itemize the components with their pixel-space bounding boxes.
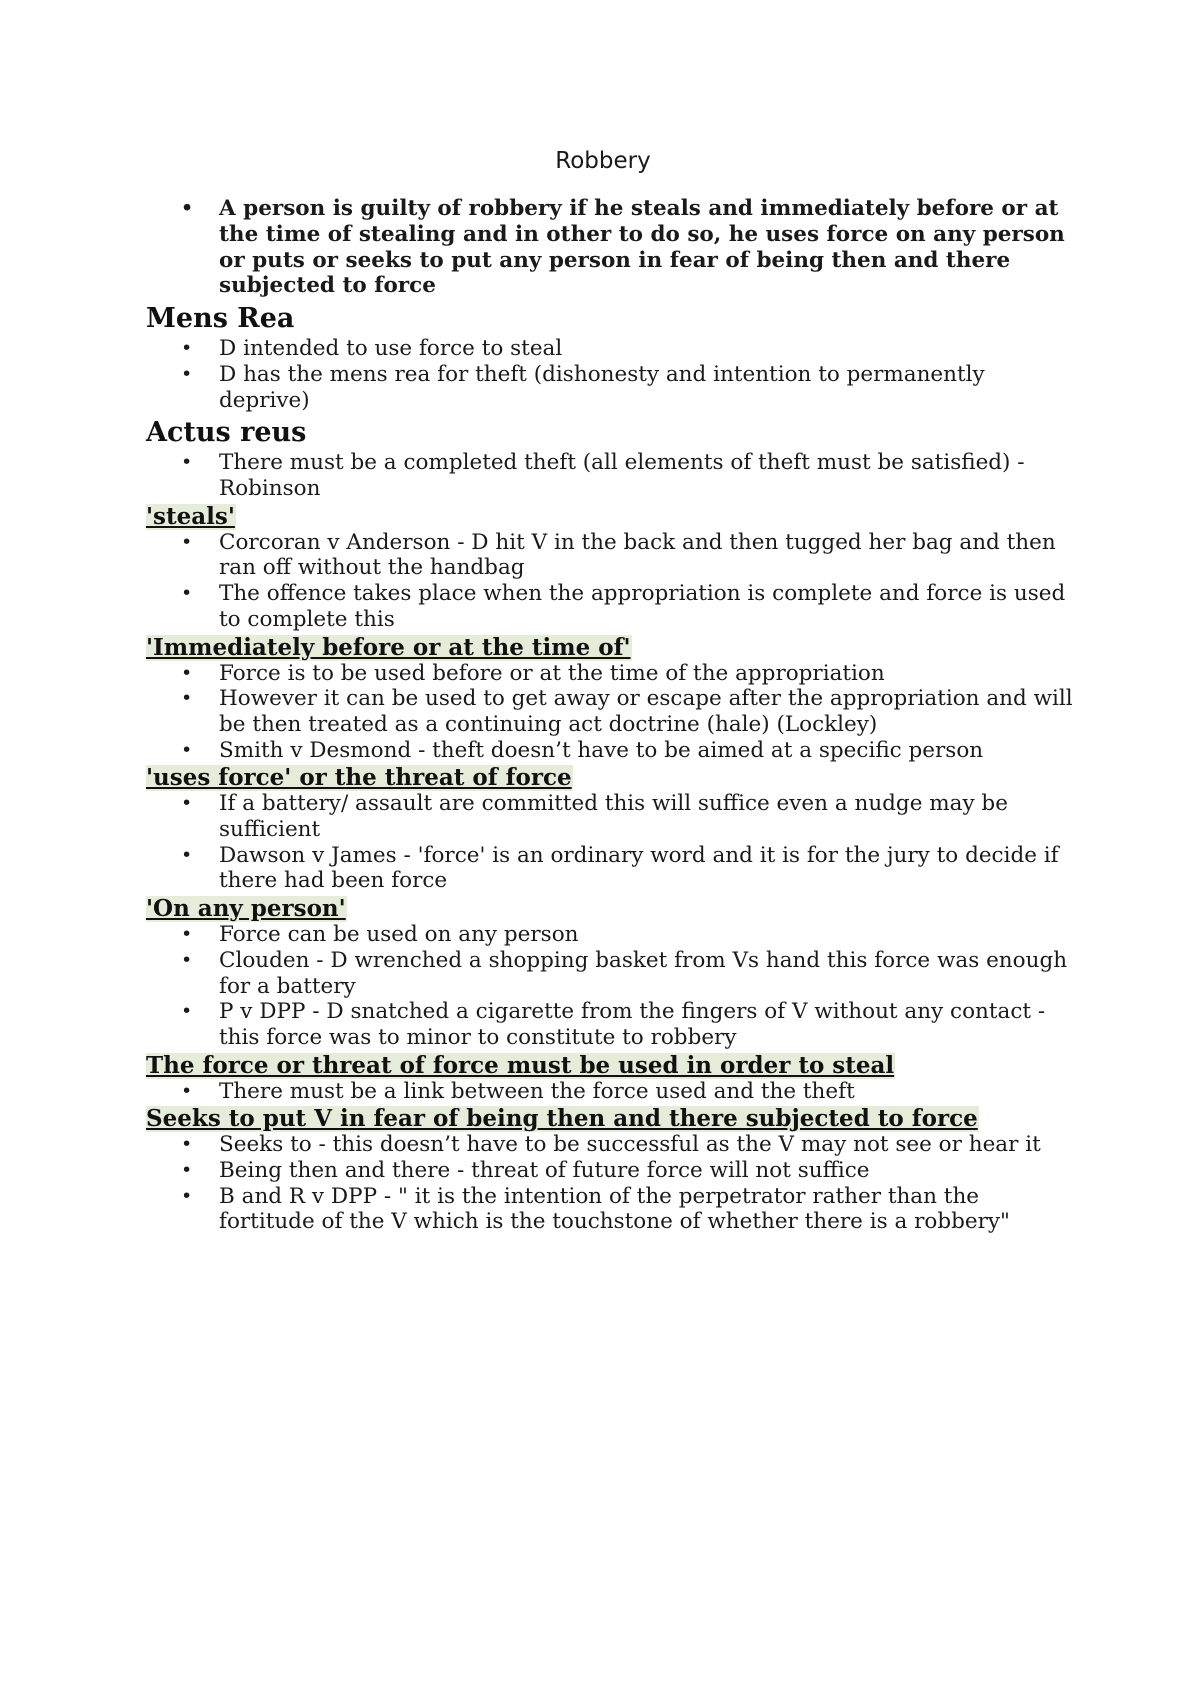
list-item-text: If a battery/ assault are committed this will suffice even a nudge may be sufficient	[219, 791, 1008, 843]
list-item-text: The offence takes place when the appropriation is complete and force is used to complete this	[219, 581, 1066, 632]
list-item-text: D has the mens rea for theft (dishonesty and intention to permanently deprive)	[219, 361, 985, 413]
list-item	[146, 196, 1076, 299]
bullet-icon: •	[181, 948, 193, 971]
list-item	[146, 530, 1076, 581]
list-item	[146, 948, 1076, 999]
list-item	[146, 1079, 1076, 1105]
bullet-icon: •	[181, 451, 193, 474]
section-heading: 'uses force' or the threat of force	[146, 764, 572, 792]
bullet-icon: •	[181, 1079, 193, 1102]
list-item-text: Force can be used on any person	[219, 922, 579, 948]
list-item-text: Corcoran v Anderson - D hit V in the back and then tugged her bag and then ran off without the handbag	[219, 529, 1056, 581]
bullet-icon: •	[181, 337, 193, 360]
list-item-text: However it can be used to get away or escape after the appropriation and will be then treated as a continuing act doctrine (hale) (Lockley)	[219, 686, 1073, 737]
section-list	[146, 922, 1076, 1051]
document-body	[146, 196, 1076, 1235]
list-item	[146, 738, 1076, 764]
bullet-icon: •	[181, 197, 194, 219]
section-heading: Seeks to put V in fear of being then and there subjected to force	[146, 1105, 978, 1133]
list-item-text: Seeks to - this doesn’t have to be successful as the V may not see or hear it	[219, 1132, 1041, 1158]
section-actus-reus	[146, 416, 1076, 501]
list-item	[146, 999, 1076, 1050]
list-item	[146, 922, 1076, 948]
intro-list	[146, 196, 1076, 299]
bullet-icon: •	[181, 1000, 193, 1023]
list-item-text: There must be a completed theft (all elements of theft must be satisfied) - Robinson	[219, 450, 1025, 501]
list-item	[146, 686, 1076, 737]
bullet-icon: •	[181, 738, 193, 761]
list-item	[146, 1132, 1076, 1158]
section-uses-force	[146, 764, 1076, 894]
bullet-icon: •	[181, 661, 193, 684]
bullet-icon: •	[181, 530, 193, 553]
section-list	[146, 1079, 1076, 1105]
section-list	[146, 530, 1076, 633]
section-mens-rea	[146, 302, 1076, 413]
section-heading: 'On any person'	[146, 895, 346, 923]
section-seeks-to-put-in-fear	[146, 1105, 1076, 1235]
list-item-text: Force is to be used before or at the time of the appropriation	[219, 660, 885, 686]
section-list	[146, 1132, 1076, 1235]
section-on-any-person	[146, 895, 1076, 1051]
list-item-text: Dawson v James - 'force' is an ordinary word and it is for the jury to decide if there had been force	[219, 842, 1059, 894]
section-list	[146, 450, 1076, 501]
list-item	[146, 362, 1076, 413]
list-item-text: D intended to use force to steal	[219, 336, 563, 362]
list-item-text: A person is guilty of robbery if he steals and immediately before or at the time of stealing and in other to do so, he uses force on any person or puts or seeks to put any person in fear of being then and there subjected to force	[219, 196, 1065, 299]
bullet-icon: •	[181, 687, 193, 710]
section-list	[146, 336, 1076, 413]
section-immediately-before	[146, 634, 1076, 764]
list-item	[146, 661, 1076, 687]
section-steals	[146, 503, 1076, 633]
list-item-text: Being then and there - threat of future force will not suffice	[219, 1158, 870, 1184]
list-item	[146, 843, 1076, 894]
section-list	[146, 791, 1076, 894]
section-heading: The force or threat of force must be used in order to steal	[146, 1051, 895, 1079]
section-heading: Mens Rea	[146, 303, 295, 335]
section-heading: 'Immediately before or at the time of'	[146, 633, 631, 661]
section-in-order-to-steal	[146, 1052, 1076, 1105]
bullet-icon: •	[181, 843, 193, 866]
bullet-icon: •	[181, 582, 193, 605]
section-heading: 'steals'	[146, 502, 235, 530]
list-item	[146, 791, 1076, 842]
list-item	[146, 1158, 1076, 1184]
bullet-icon: •	[181, 362, 193, 385]
list-item-text: P v DPP - D snatched a cigarette from the fingers of V without any contact - this force was to minor to constitute to robbery	[219, 999, 1046, 1050]
list-item	[146, 336, 1076, 362]
list-item-text: Clouden - D wrenched a shopping basket from Vs hand this force was enough for a battery	[219, 947, 1068, 999]
list-item-text: B and R v DPP - " it is the intention of the perpetrator rather than the fortitude of the V which is the touchstone of whether there is a robbery"	[219, 1183, 1010, 1235]
list-item	[146, 450, 1076, 501]
page-title: Robbery	[555, 148, 651, 174]
list-item-text: Smith v Desmond - theft doesn’t have to be aimed at a specific person	[219, 737, 984, 763]
bullet-icon: •	[181, 1133, 193, 1156]
list-item	[146, 581, 1076, 632]
bullet-icon: •	[181, 1159, 193, 1182]
bullet-icon: •	[181, 792, 193, 815]
section-heading: Actus reus	[146, 417, 307, 449]
section-list	[146, 661, 1076, 764]
bullet-icon: •	[181, 923, 193, 946]
list-item-text: There must be a link between the force used and the theft	[219, 1078, 855, 1104]
bullet-icon: •	[181, 1184, 193, 1207]
list-item	[146, 1184, 1076, 1235]
